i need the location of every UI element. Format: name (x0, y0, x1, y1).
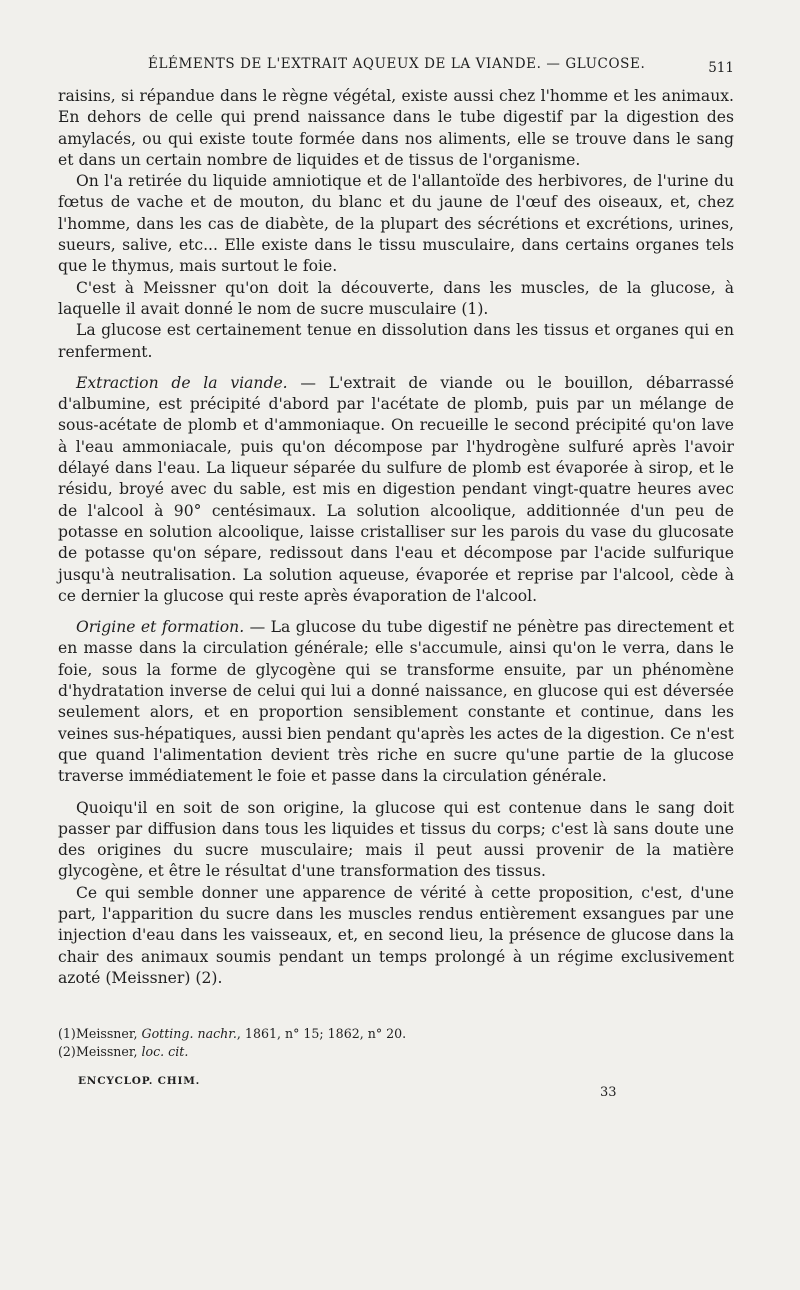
footnote-rest: , 1861, n° 15; 1862, n° 20. (236, 1026, 407, 1042)
paragraph: raisins, si répandue dans le règne végétal, existe aussi chez l'homme et les animaux. En dehors de celle qui prend naissance dans le tube digestif par la digestion des amylacés, ou qui existe toute formée dans nos aliments, elle se trouve dans le sang et dans un certain nombre de liquides et de tissus de l'organisme. (58, 87, 734, 169)
paragraph: On l'a retirée du liquide amniotique et de l'allantoïde des herbivores, de l'urine du fœtus de vache et de mouton, du blanc et du jaune de l'œuf des oiseaux, et, chez l'homme, dans les cas de diabète, de la plupart des sécrétions et excrétions, urines, sueurs, salive, etc... Elle existe dans le tissu musculaire, dans certains organes tels que le thymus, mais surtout le foie. (58, 172, 734, 276)
running-title: ÉLÉMENTS DE L'EXTRAIT AQUEUX DE LA VIANDE. — GLUCOSE. (148, 56, 646, 72)
paragraph: Quoiqu'il en soit de son origine, la glucose qui est contenue dans le sang doit passer par diffusion dans tous les liquides et tissus du corps; c'est là sans doute une des origines du sucre musculaire; mais il peut aussi provenir de la matière glycogène, et être le résultat d'une transformation des tissus. (58, 798, 734, 881)
footnote-number: (1) (58, 1026, 76, 1042)
signature-mark: ENCYCLOP. CHIM. (78, 1075, 201, 1088)
sheet-number: 33 (600, 1085, 617, 1101)
page-footer (58, 1069, 734, 1099)
paragraph: C'est à Meissner qu'on doit la découverte, dans les muscles, de la glucose, à laquelle il avait donné le nom de sucre musculaire (1). (58, 278, 734, 318)
footnote-author: Meissner, (76, 1026, 142, 1042)
footnote-journal: loc. cit. (141, 1044, 189, 1060)
footnote-number: (2) (58, 1044, 76, 1060)
running-header (148, 56, 734, 82)
origine-paragraph (58, 617, 734, 787)
section-heading-extraction: Extraction de la viande. (76, 373, 288, 392)
paragraph: La glucose est certainement tenue en dissolution dans les tissus et organes qui en renferment. (58, 321, 734, 361)
footnote-journal: Gotting. nachr. (141, 1026, 237, 1042)
extraction-paragraph (58, 373, 734, 607)
origine-text: — La glucose du tube digestif ne pénètre pas directement et en masse dans la circulation générale; elle s'accumule, ainsi qu'on le verra, dans le foie, sous la forme de glycogène qui se transforme ensuite, par un phénomène d'hydratation inverse de celui qui lui a donné naissance, en glucose qui est déversée seulement alors, et en proportion sensiblement constante et continue, dans les veines sus-hépatiques, aussi bien pendant qu'après les actes de la digestion. Ce n'est que quand l'alimentation devient très riche en sucre qu'une partie de la glucose traverse immédiatement le foie et passe dans la circulation générale. (58, 618, 734, 786)
body-text (58, 86, 734, 989)
paragraph: Ce qui semble donner une apparence de vérité à cette proposition, c'est, d'une part, l'apparition du sucre dans les muscles rendus entièrement exsangues par une injection d'eau dans les vaisseaux, et, en second lieu, la présence de glucose dans la chair des animaux soumis pendant un temps prolongé à un régime exclusivement azoté (Meissner) (2). (58, 883, 734, 987)
extraction-text: — L'extrait de viande ou le bouillon, débarrassé d'albumine, est précipité d'abord par l'acétate de plomb, puis par un mélange de sous-acétate de plomb et d'ammoniaque. On recueille le second précipité qu'on lave à l'eau ammoniacale, puis qu'on décompose par l'hydrogène sulfuré après l'avoir délayé dans l'eau. La liqueur séparée du sulfure de plomb est évaporée à sirop, et le résidu, broyé avec du sable, est mis en digestion pendant vingt-quatre heures avec de l'alcool à 90° centésimaux. La solution alcoolique, additionnée d'un peu de potasse en solution alcoolique, laisse cristalliser sur les parois du vase du glucosate de potasse qu'on sépare, redissout dans l'eau et décompose par l'acide sulfurique jusqu'à neutralisation. La solution aqueuse, évaporée et reprise par l'alcool, cède à ce dernier la glucose qui reste après évaporation de l'alcool. (58, 373, 734, 605)
footnote (58, 1043, 734, 1061)
footnote-author: Meissner, (76, 1044, 142, 1060)
page-number: 511 (708, 60, 734, 76)
footnote (58, 1025, 734, 1043)
section-heading-origine: Origine et formation. (76, 618, 245, 637)
footnotes (58, 1025, 734, 1061)
